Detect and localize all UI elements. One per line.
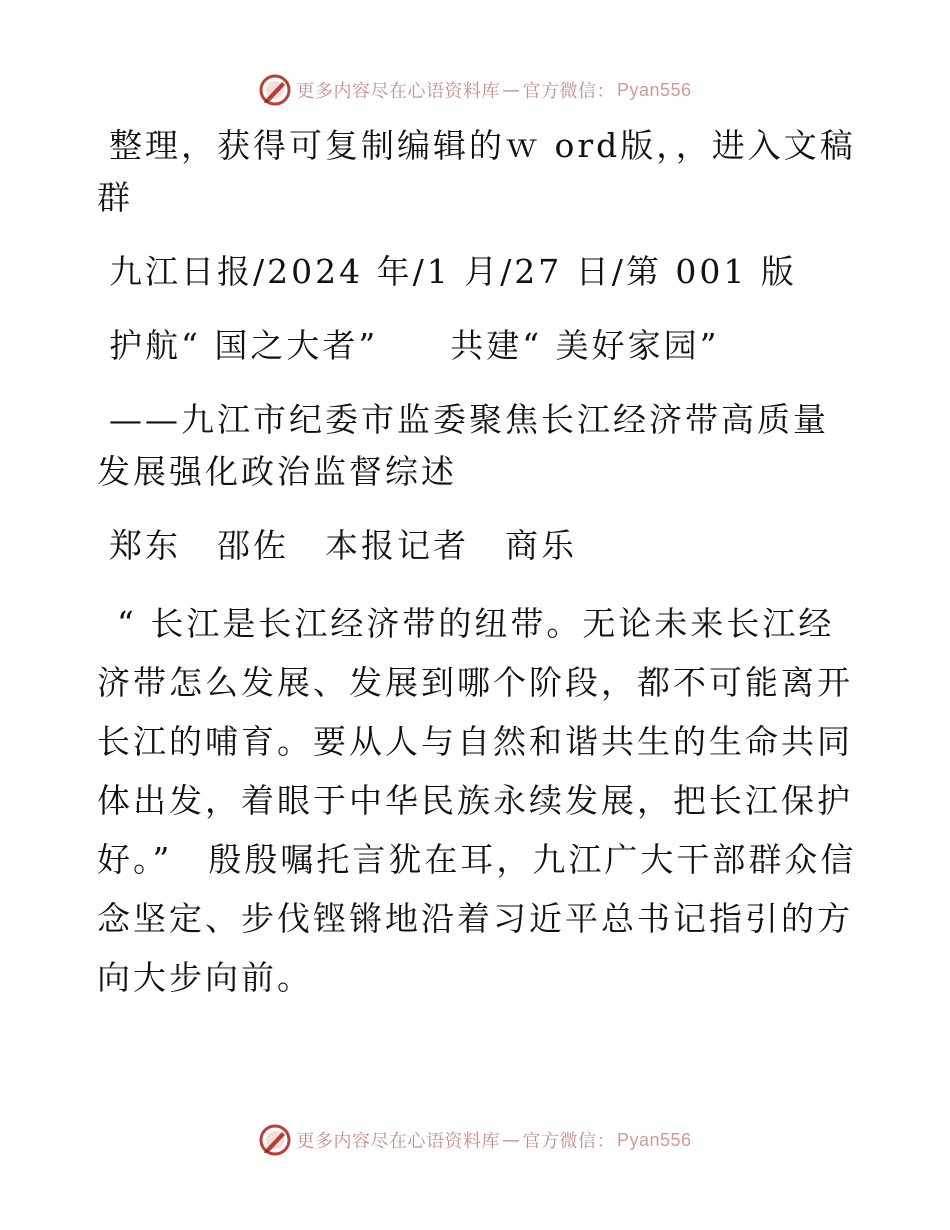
header-watermark	[0, 70, 950, 110]
wechat-id: Pyan556	[616, 1129, 692, 1150]
footer-watermark	[0, 1120, 950, 1160]
wechat-label: 官方微信：	[522, 81, 615, 102]
pen-circle-logo-icon	[258, 1123, 292, 1157]
watermark-separator: —	[501, 79, 521, 101]
article-content	[97, 120, 857, 1007]
watermark-text: 更多内容尽在心语资料库	[296, 1131, 500, 1152]
article-title: 护航“ 国之大者” 共建“ 美好家园”	[109, 326, 720, 365]
pen-circle-logo-icon	[258, 73, 292, 107]
wechat-id: Pyan556	[616, 79, 692, 100]
watermark-text: 更多内容尽在心语资料库	[296, 81, 500, 102]
intro-note: 整理，获得可复制编辑的ｗ ord版，，进入文稿群	[97, 126, 856, 217]
author-line: 郑东 邵佐 本报记者 商乐	[109, 526, 577, 565]
wechat-label: 官方微信：	[522, 1131, 615, 1152]
article-subtitle: ——九江市纪委市监委聚焦长江经济带高质量发展强化政治监督综述	[97, 400, 829, 491]
source-line: 九江日报/2024 年/1 月/27 日/第 001 版	[109, 252, 797, 291]
body-paragraph: “ 长江是长江经济带的纽带。无论未来长江经济带怎么发展、发展到哪个阶段，都不可能离开长江的哺育。要从人与自然和谐共生的生命共同体出发，着眼于中华民族永续发展，把长江保护好。” 殷殷嘱托言犹在耳，九江广大干部群众信念坚定、步伐铿锵地沿着习近平总书记指引的方向大步向前。	[97, 604, 857, 997]
watermark-separator: —	[501, 1129, 521, 1151]
